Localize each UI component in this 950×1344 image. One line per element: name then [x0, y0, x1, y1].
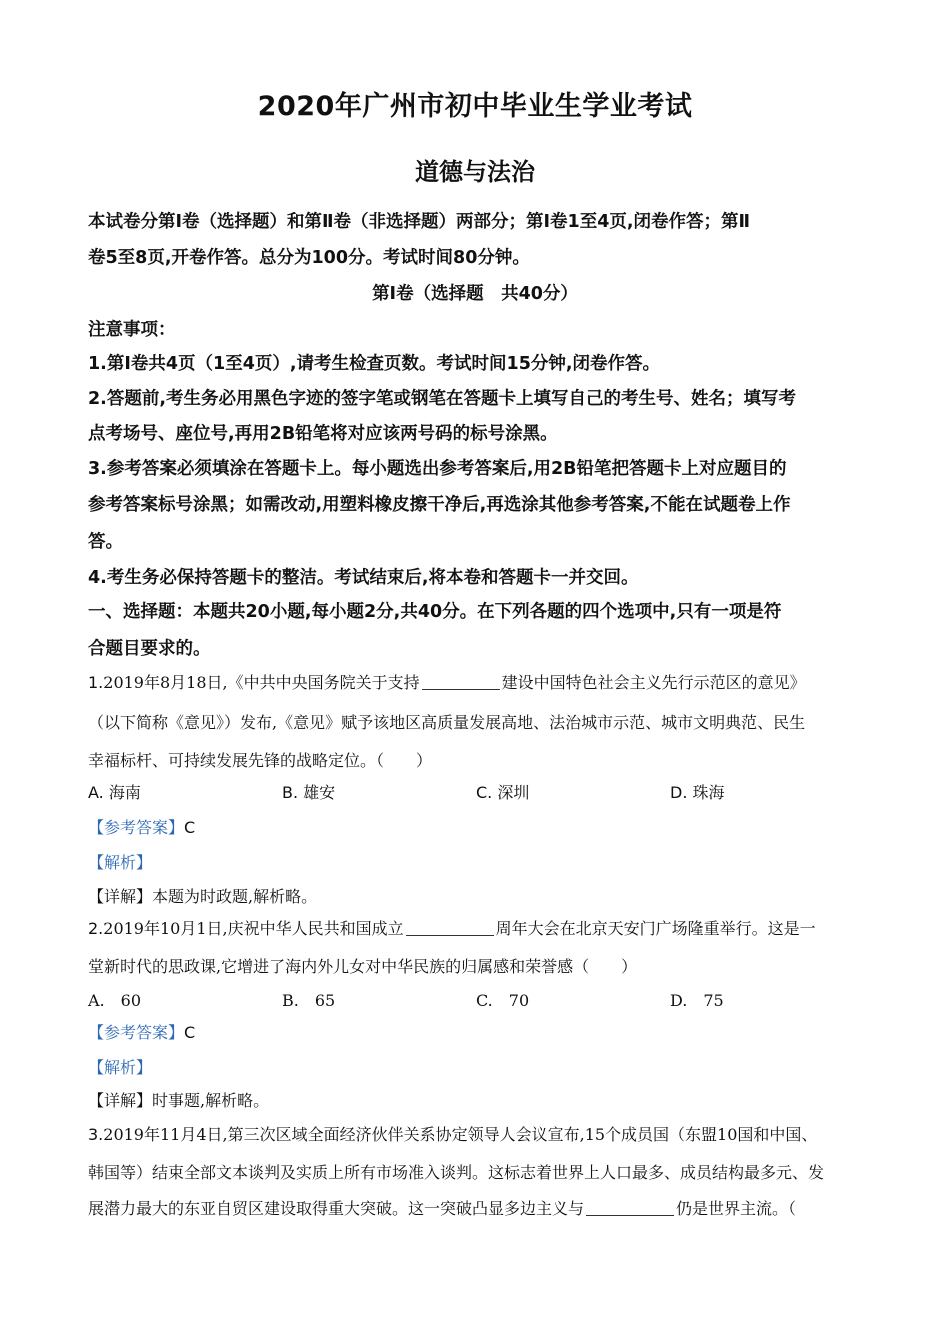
question-3-line-1: 3.2019年11月4日,第三次区域全面经济伙伴关系协定领导人会议宣布,15个成员国（东盟10国和中国、 — [88, 1125, 818, 1144]
intro-line-1: 本试卷分第Ⅰ卷（选择题）和第Ⅱ卷（非选择题）两部分；第Ⅰ卷1至4页,闭卷作答；第Ⅱ — [88, 212, 751, 232]
answer-value: C — [184, 1023, 196, 1042]
question-1-detail: 【详解】本题为时政题,解析略。 — [88, 887, 318, 906]
question-2-detail: 【详解】时事题,解析略。 — [88, 1091, 270, 1110]
fill-blank — [422, 673, 500, 690]
notes-heading: 注意事项： — [88, 320, 176, 340]
question-2-line-2: 堂新时代的思政课,它增进了海内外儿女对中华民族的归属感和荣誉感（ ） — [88, 957, 638, 976]
question-1-option-d: D. 珠海 — [670, 783, 725, 802]
fill-blank — [406, 919, 494, 936]
question-2-answer: 【参考答案】C — [88, 1023, 196, 1042]
note-line: 3.参考答案必须填涂在答题卡上。每小题选出参考答案后,用2B铅笔把答题卡上对应题目的 — [88, 459, 787, 479]
question-number: 3. — [88, 1125, 104, 1144]
part-one-heading: 一、选择题：本题共20小题,每小题2分,共40分。在下列各题的四个选项中,只有一项是符 — [88, 602, 782, 622]
question-3-line-2: 韩国等）结束全部文本谈判及实质上所有市场准入谈判。这标志着世界上人口最多、成员结构最多元、发 — [88, 1163, 825, 1182]
question-1-answer: 【参考答案】C — [88, 818, 196, 837]
question-1-option-c: C. 深圳 — [476, 783, 530, 802]
question-2-option-d: D. 75 — [670, 991, 724, 1010]
note-line: 2.答题前,考生务必用黑色字迹的签字笔或钢笔在答题卡上填写自己的考生号、姓名；填写考 — [88, 389, 796, 409]
note-line: 1.第Ⅰ卷共4页（1至4页）,请考生检查页数。考试时间15分钟,闭卷作答。 — [88, 354, 661, 374]
note-line: 4.考生务必保持答题卡的整洁。考试结束后,将本卷和答题卡一并交回。 — [88, 568, 639, 588]
question-2-analysis-label: 【解析】 — [88, 1058, 153, 1077]
question-3-line-3: 展潜力最大的东亚自贸区建设取得重大突破。这一突破凸显多边主义与 仍是世界主流。（ — [88, 1199, 797, 1218]
question-1-option-a: A. 海南 — [88, 783, 141, 802]
note-line: 参考答案标号涂黑；如需改动,用塑料橡皮擦干净后,再选涂其他参考答案,不能在试题卷上作 — [88, 495, 791, 515]
question-1-option-b: B. 雄安 — [282, 783, 336, 802]
fill-blank — [586, 1199, 674, 1216]
note-line: 点考场号、座位号,再用2B铅笔将对应该两号码的标号涂黑。 — [88, 424, 558, 444]
question-1-line-2: （以下简称《意见》）发布,《意见》赋予该地区高质量发展高地、法治城市示范、城市文明典范、民生 — [88, 713, 806, 732]
question-number: 1. — [88, 673, 104, 692]
question-2-option-b: B. 65 — [282, 991, 336, 1010]
question-number: 2. — [88, 919, 104, 938]
intro-line-2: 卷5至8页,开卷作答。总分为100分。考试时间80分钟。 — [88, 248, 530, 268]
question-2-line-1: 2.2019年10月1日,庆祝中华人民共和国成立 周年大会在北京天安门广场隆重举行。这是一 — [88, 919, 816, 938]
exam-subject: 道德与法治 — [415, 158, 535, 186]
question-2-option-a: A. 60 — [88, 991, 142, 1010]
note-line: 答。 — [88, 532, 123, 552]
question-1-analysis-label: 【解析】 — [88, 853, 153, 872]
question-1-line-1: 1.2019年8月18日,《中共中央国务院关于支持 建设中国特色社会主义先行示范区的意见》 — [88, 673, 806, 692]
question-2-option-c: C. 70 — [476, 991, 530, 1010]
question-1-line-3: 幸福标杆、可持续发展先锋的战略定位。（ ） — [88, 751, 433, 770]
answer-value: C — [184, 818, 196, 837]
exam-title: 2020年广州市初中毕业生学业考试 — [257, 91, 693, 122]
section-heading: 第Ⅰ卷（选择题 共40分） — [372, 284, 578, 304]
part-one-heading: 合题目要求的。 — [88, 639, 211, 659]
